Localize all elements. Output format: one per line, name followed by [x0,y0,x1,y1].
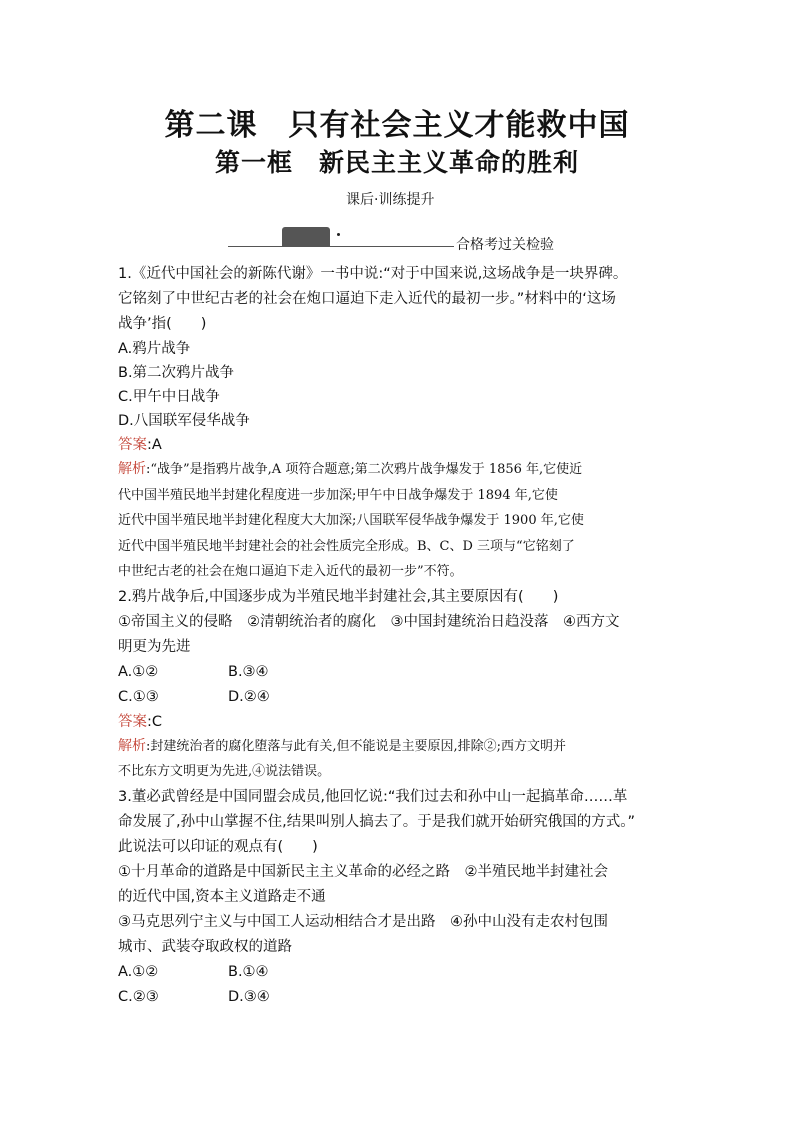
question-stem-line: ③马克思列宁主义与中国工人运动相结合才是出路 ④孙中山没有走农村包围 [118,913,608,930]
question-stem-line: 的近代中国,资本主义道路走不通 [118,888,326,905]
question-stem-line: ①帝国主义的侵略 ②清朝统治者的腐化 ③中国封建统治日趋没落 ④西方文 [118,613,620,630]
option-d: D.八国联军侵华战争 [118,413,250,429]
analysis-label: 解析 [118,461,146,477]
option-b: B.③④ [228,663,269,680]
question-2 [118,585,688,785]
section-tab-icon [282,227,330,247]
analysis-line: 不比东方文明更为先进,④说法错误。 [118,764,331,779]
analysis-label: 解析 [118,737,146,754]
option-a: A.①② [118,663,159,680]
subtitle: 课后·训练提升 [346,192,435,208]
question-stem-line: 2.鸦片战争后,中国逐步成为半殖民地半封建社会,其主要原因有( ) [118,588,559,605]
answer-label: 答案 [118,713,147,730]
answer [118,710,688,734]
answer-value: :C [147,713,163,730]
question-list [118,262,688,1010]
question-stem-line: ①十月革命的道路是中国新民主主义革命的必经之路 ②半殖民地半封建社会 [118,863,608,880]
question-stem-line: 它铭刻了中世纪古老的社会在炮口逼迫下走入近代的最初一步。”材料中的‘这场 [118,291,616,307]
option-d: D.②④ [228,688,270,705]
lesson-title: 第二课 只有社会主义才能救中国 [164,108,630,143]
dot-icon [337,233,340,236]
option-row [118,660,688,685]
question-stem-line: 1.《近代中国社会的新陈代谢》一书中说:“对于中国来说,这场战争是一块界碑。 [118,266,628,282]
question-1 [118,262,688,585]
analysis-text: :封建统治者的腐化堕落与此有关,但不能说是主要原因,排除②;西方文明并 [146,738,567,754]
answer-value: :A [147,437,162,453]
analysis-line: 代中国半殖民地半封建化程度进一步加深;甲午中日战争爆发于 1894 年,它使 [118,487,558,503]
option-b: B.①④ [228,963,269,980]
question-stem-line: 3.董必武曾经是中国同盟会成员,他回忆说:“我们过去和孙中山一起搞革命……革 [118,788,628,805]
option-row [118,960,688,985]
frame-title: 第一框 新民主主义革命的胜利 [214,148,579,177]
question-stem-line: 命发展了,孙中山掌握不住,结果叫别人搞去了。于是我们就开始研究俄国的方式。” [118,813,635,830]
answer-label: 答案 [118,437,147,453]
divider-line [330,246,454,247]
section-header [228,226,568,252]
answer [118,433,688,457]
option-b: B.第二次鸦片战争 [118,365,235,381]
option-c: C.②③ [118,988,159,1005]
option-c: C.甲午中日战争 [118,389,220,405]
option-c: C.①③ [118,688,159,705]
question-3 [118,785,688,1010]
analysis-text: :“战争”是指鸦片战争,A 项符合题意;第二次鸦片战争爆发于 1856 年,它使近 [146,462,583,477]
option-row [118,685,688,710]
analysis-line: 近代中国半殖民地半封建社会的社会性质完全形成。B、C、D 三项与“它铭刻了 [118,538,575,554]
option-a: A.鸦片战争 [118,341,191,357]
analysis-line: 近代中国半殖民地半封建化程度大大加深;八国联军侵华战争爆发于 1900 年,它使 [118,513,584,528]
divider-line [228,246,282,247]
section-label: 合格考过关检验 [456,237,554,253]
analysis-line [118,734,688,760]
option-a: A.①② [118,963,159,980]
analysis-line: 中世纪古老的社会在炮口逼迫下走入近代的最初一步”不符。 [118,564,463,579]
question-stem-line: 城市、武装夺取政权的道路 [118,938,292,955]
question-stem-line: 此说法可以印证的观点有( ) [118,838,318,855]
question-stem-line: 明更为先进 [118,638,191,655]
option-d: D.③④ [228,988,270,1005]
analysis-line [118,457,688,483]
question-stem-line: 战争’指( ) [118,316,207,332]
option-row [118,985,688,1010]
